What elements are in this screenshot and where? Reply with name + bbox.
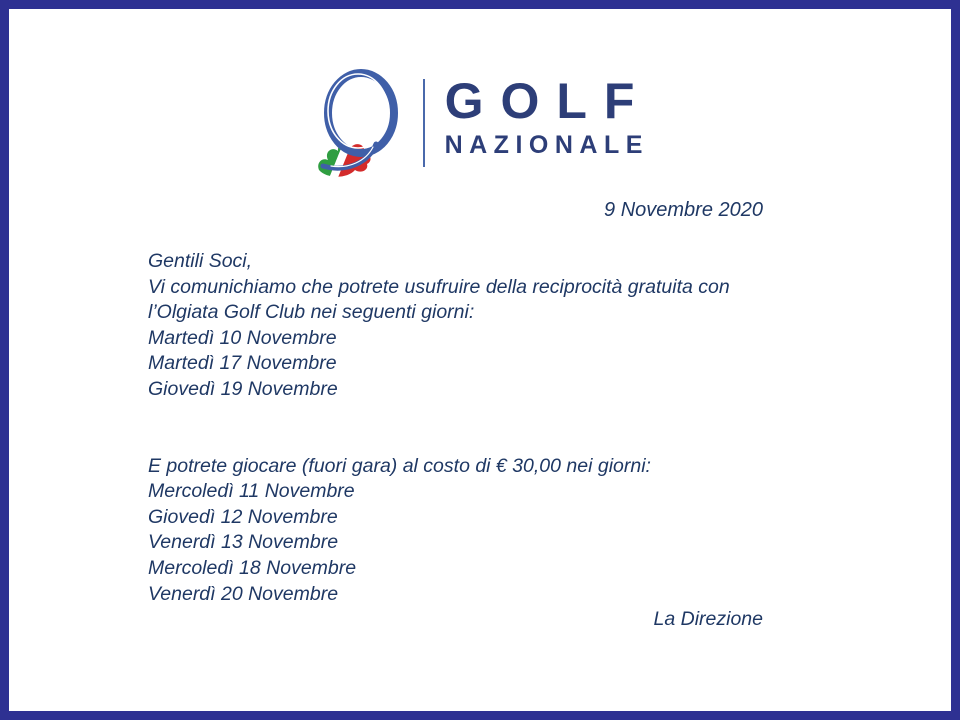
paid-day-line: Mercoledì 18 Novembre [148,556,357,579]
paid-day-line: Venerdì 20 Novembre [148,582,339,605]
letter-date: 9 Novembre 2020 [604,199,763,221]
free-day-line: Martedì 17 Novembre [148,352,337,375]
golf-nazionale-logo [9,67,951,181]
free-day-line: Martedì 10 Novembre [148,326,337,349]
intro-line: l’Olgiata Golf Club nei seguenti giorni: [148,301,475,324]
intro-line: Vi comunichiamo che potrete usufruire della reciprocità gratuita con [148,275,730,298]
letter-body [148,249,763,633]
free-day-line: Giovedì 19 Novembre [148,377,338,400]
paid-day-line: Mercoledì 11 Novembre [148,480,355,503]
paid-intro-line: E potrete giocare (fuori gara) al costo di € 30,00 nei giorni: [148,454,651,477]
logo-divider [423,79,425,167]
brand-word-nazionale: NAZIONALE [444,131,649,159]
paid-day-line: Venerdì 13 Novembre [148,531,339,554]
paid-day-line: Giovedì 12 Novembre [148,505,338,528]
paragraph-gap [148,403,763,454]
brand-word-golf: GOLF [444,73,652,129]
salutation: Gentili Soci, [148,250,253,272]
signature: La Direzione [653,608,763,631]
q-monogram-icon [309,67,415,181]
brand-text [445,75,652,160]
